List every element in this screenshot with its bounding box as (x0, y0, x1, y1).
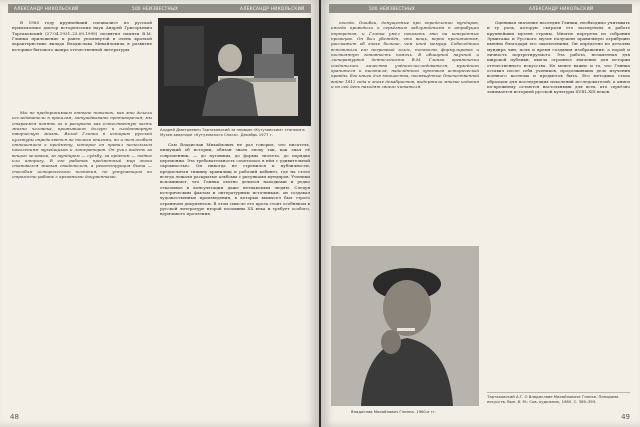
source-caption: Тартаковский А.Г. О Владиславе Михайловиче Глинке. Панорама искусств. Вып. 8. М.: Сов. художник, 1985. С. 389–393. (487, 394, 619, 404)
photo-image (331, 246, 479, 406)
right-page (321, 0, 640, 427)
divider (487, 392, 630, 393)
paragraph: поезда. Ошибки, допущенные при определении мундиров, иногда приводили к серьёзным заблуждениям в атрибуции портретов, и Глинка умел показать это на конкретных примерах. Он был убеждён, что вещь, верно прочитанная, расскажет об эпохе больше, чем иной мемуар. Собеседники вспоминали его негромкий голос, точность формулировок и постоянную готовность помочь. В обширной научной и литературной деятельности В.М. Глинки органически соединились качества учёного-исследователя, музейного хранителя и писателя, наделённого чувством исторической правды. Его книги для юношества, посвящённые Отечественной войне 1812 года и эпохе декабристов, выдержали многие издания и по сей день находят своего читателя. (331, 20, 479, 90)
page-number: 49 (621, 413, 630, 421)
running-head-text: 500 НЕИЗВЕСТНЫХ (132, 6, 179, 11)
photo-image (158, 18, 311, 126)
left-col1-body (12, 110, 152, 405)
left-col2-body (160, 142, 310, 405)
right-col2-body (487, 20, 630, 388)
paragraph: Оценивая значение наследия Глинки, необходимо учитывать и ту роль, которую сыграли его экспертизы в работе крупнейших музеев страны. Многие портреты из собрания Эрмитажа и Русского музея получили правильную атрибуцию именно благодаря его заключениям. Он определял по деталям мундира чин, полк и время создания изображения, а порой и личность портретируемого. Эта работа, незаметная для широкой публики, имела огромное значение для истории отечественного искусства. Не менее важно и то, что Глинка оставил после себя учеников, продолживших дело изучения военного костюма и предметов быта. Его методика стала образцом для последующих поколений исследователей, а книги по-прежнему остаются настольными для всех, кто серьёзно занимается историей русской культуры XVIII–XIX веков. (487, 20, 630, 95)
running-head-text: АЛЕКСАНДР НИКОЛЬСКИЙ (529, 6, 594, 11)
paragraph: Сам Владислав Михайлович не раз говорил, что писатель, пишущий об истории, обязан знать эпоху так, как знал её современник, — до пуговицы, до формы эполета, до порядка церемонии. Эта требовательность сочеталась в нём с удивительной скромностью. Он никогда не стремился к публичности, предпочитая тишину хранилищ и рабочий кабинет, где на столе всегда лежали раскрытые альбомы с рисунками мундиров. Ученики вспоминают, что Глинка охотно делился находками и редко отказывал в консультации даже незнакомым людям. Следуя историческим фактам и литературным источникам, он создавал художественные произведения, в которых вымысел был строго ограничен документом. В этом смысле его проза стоит особняком в русской литературе второй половины XX века и требует особого, вдумчивого прочтения. (160, 142, 310, 217)
paragraph: Мы не предпринимаем отныне попыток, как это делали исследователи в прошлом, затушёвывать противоречия; мы стараемся понять их и раскрыть как естественную часть жизни человека, прожившего долгую и плодотворную творческую жизнь. Вклад Глинки в историю русской культуры определяется не только книгами, но и тем особым отношением к предмету, которое он привил нескольким поколениям музейщиков и литераторов. Он учил видеть за вещью человека, за мундиром — судьбу, за орденом — подвиг или интригу. В его работах предметный мир эпохи становился живым свидетелем, а реконструкция быта — способом исторического познания, не уступающим по строгости работе с архивными документами. (12, 110, 152, 180)
running-head-text: 500 НЕИЗВЕСТНЫХ (369, 6, 416, 11)
right-col1-body (331, 20, 479, 242)
right-running-head (329, 4, 632, 13)
running-head-text: АЛЕКСАНДР НИКОЛЬСКИЙ (240, 6, 305, 11)
photo-caption: Владислав Михайлович Глинка. 1960-е гг. (351, 409, 436, 414)
left-col1-top (12, 20, 152, 108)
page-number: 48 (10, 413, 19, 421)
photo-glinka (331, 246, 479, 406)
running-head-text: АЛЕКСАНДР НИКОЛЬСКИЙ (14, 6, 79, 11)
left-page (0, 0, 319, 427)
paragraph: В 1985 году крупнейший специалист по русской нумизматике доктор исторических наук Андрей Григорьевич Тартаковский (27.04.1931–25.09.1999) посвятил памяти В.М. Глинки приложение к ранее упомянутой в очень краткой характеристике вклада Владислава Михайловича в развитие историко-бытового жанра отечественной литературы. (12, 20, 152, 52)
photo-caption: Андрей Дмитриевич Тартаковский за первым «Кутузовским» станком в Музее-квартире «Кутузовского Спаса». Декабрь 1977 г. (160, 127, 305, 137)
left-running-head (8, 4, 311, 13)
photo-tartakovsky (158, 18, 311, 126)
